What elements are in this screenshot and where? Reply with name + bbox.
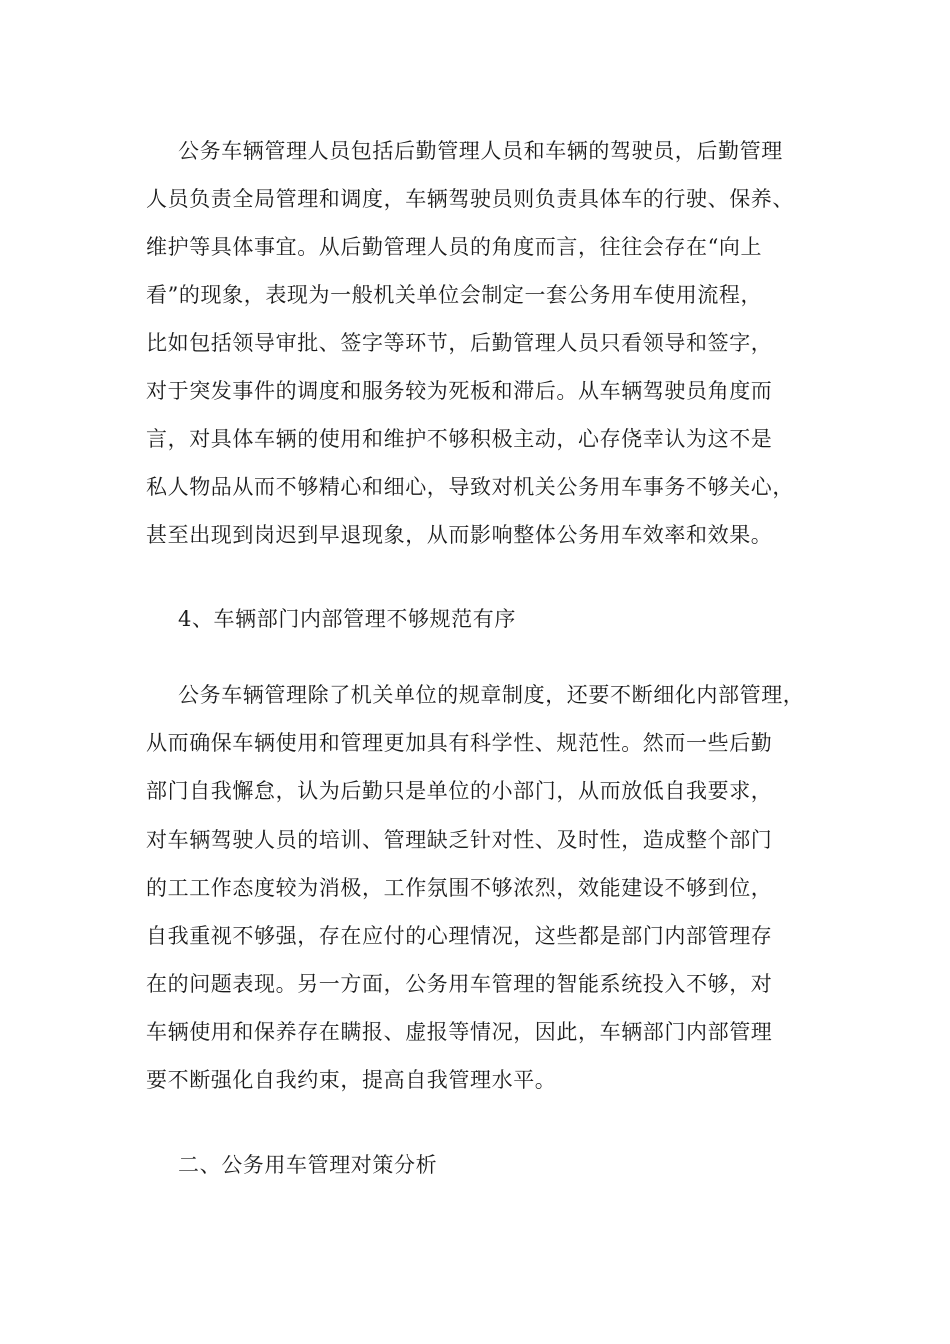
text-line: 言，对具体车辆的使用和维护不够积极主动，心存侥幸认为这不是 xyxy=(146,427,773,451)
text-line: 公务车辆管理除了机关单位的规章制度，还要不断细化内部管理， xyxy=(178,683,805,707)
text-line: 维护等具体事宜。从后勤管理人员的角度而言，往往会存在“向上 xyxy=(146,235,763,259)
text-line: 要不断强化自我约束，提高自我管理水平。 xyxy=(146,1068,557,1092)
text-line: 车辆使用和保养存在瞒报、虚报等情况，因此，车辆部门内部管理 xyxy=(146,1020,773,1044)
text-line: 对车辆驾驶人员的培训、管理缺乏针对性、及时性，造成整个部门 xyxy=(146,828,773,852)
text-line: 对于突发事件的调度和服务较为死板和滞后。从车辆驾驶员角度而 xyxy=(146,379,773,403)
text-line: 在的问题表现。另一方面，公务用车管理的智能系统投入不够，对 xyxy=(146,972,773,996)
text-line: 看”的现象，表现为一般机关单位会制定一套公务用车使用流程， xyxy=(146,283,763,307)
text-line: 比如包括领导审批、签字等环节，后勤管理人员只看领导和签字， xyxy=(146,331,773,355)
text-line: 公务车辆管理人员包括后勤管理人员和车辆的驾驶员，后勤管理 xyxy=(178,139,783,163)
section-heading-2: 二、公务用车管理对策分析 xyxy=(178,1153,438,1177)
text-line: 人员负责全局管理和调度，车辆驾驶员则负责具体车的行驶、保养、 xyxy=(146,187,794,211)
text-line: 甚至出现到岗迟到早退现象，从而影响整体公务用车效率和效果。 xyxy=(146,523,773,547)
text-line: 从而确保车辆使用和管理更加具有科学性、规范性。然而一些后勤 xyxy=(146,731,773,755)
text-line: 的工工作态度较为消极，工作氛围不够浓烈，效能建设不够到位， xyxy=(146,876,773,900)
section-heading-4: 4、车辆部门内部管理不够规范有序 xyxy=(178,607,516,631)
text-line: 部门自我懈怠，认为后勤只是单位的小部门，从而放低自我要求， xyxy=(146,779,773,803)
text-line: 私人物品从而不够精心和细心，导致对机关公务用车事务不够关心， xyxy=(146,475,794,499)
text-line: 自我重视不够强，存在应付的心理情况，这些都是部门内部管理存 xyxy=(146,924,773,948)
